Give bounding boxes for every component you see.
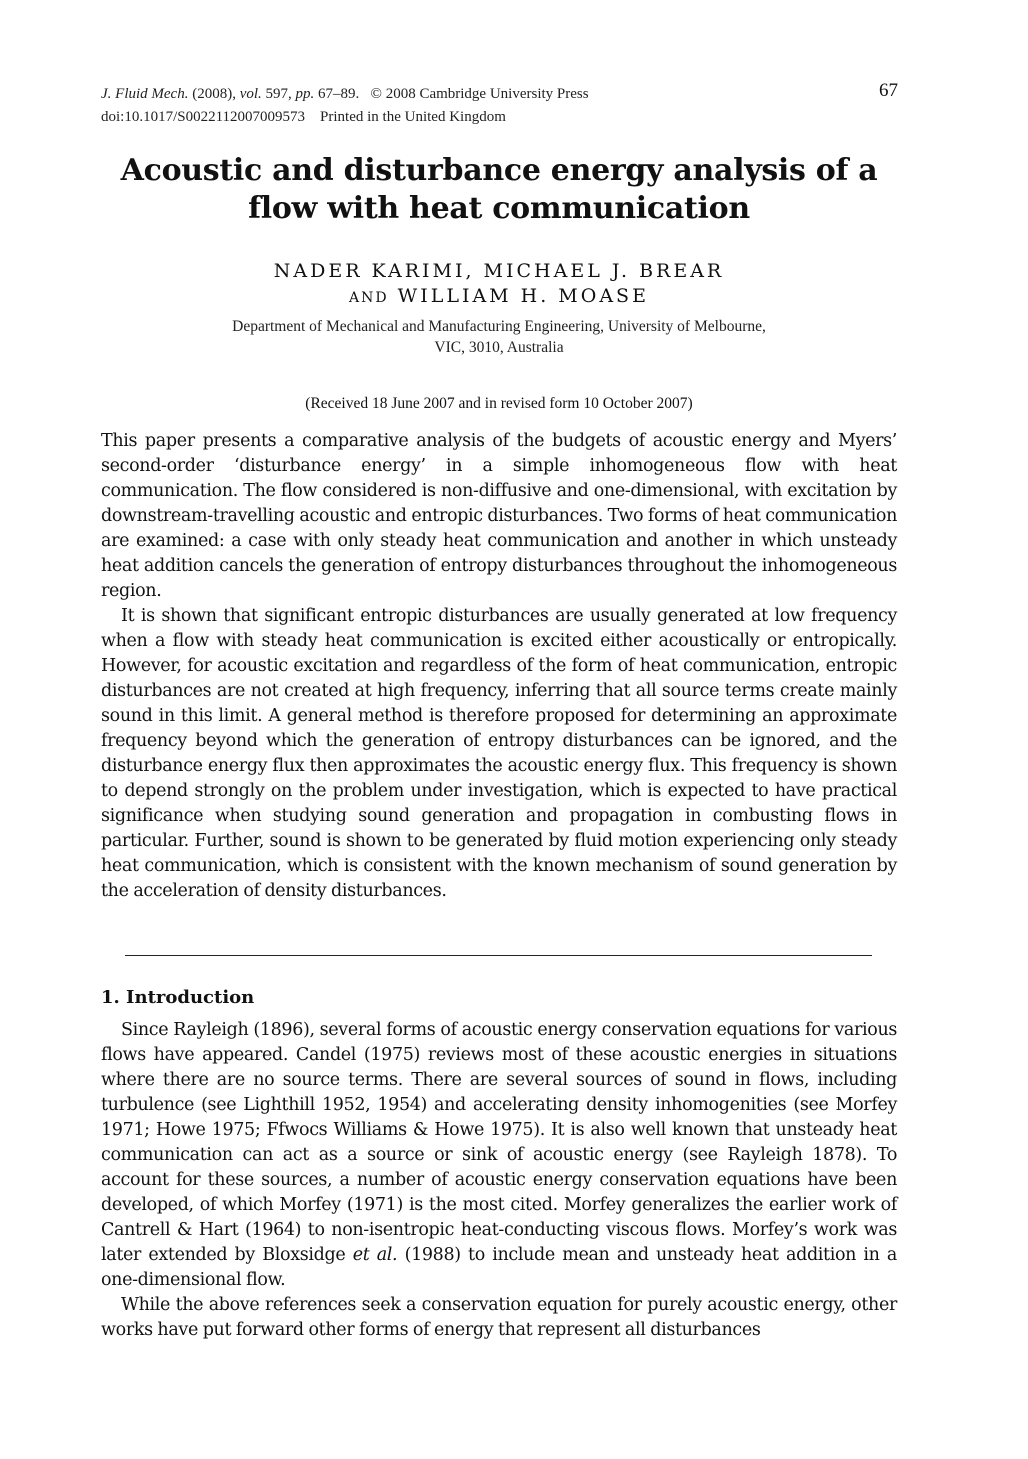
authors-and: AND (349, 290, 389, 306)
affiliation-line-1: Department of Mechanical and Manufacturing Engineering, University of Melbourne, (232, 318, 766, 335)
affiliation-line-2: VIC, 3010, Australia (434, 339, 564, 356)
printed-notice: Printed in the United Kingdom (320, 109, 506, 125)
page-range: 67–89. (318, 86, 360, 102)
journal-year: (2008), (192, 86, 236, 102)
page-number: 67 (879, 80, 898, 101)
journal-citation (101, 83, 589, 105)
title-line-1: Acoustic and disturbance energy analysis of a (120, 153, 878, 188)
section-heading: 1. Introduction (101, 987, 255, 1008)
abstract (101, 429, 897, 904)
abstract-paragraph-1: This paper presents a comparative analysis of the budgets of acoustic energy and Myers’ second-order ‘disturbance energy’ in a simple inhomogeneous flow with heat communication. The flow considered is non-diffusive and one-dimensional, with excitation by downstream-travelling acoustic and entropic disturbances. Two forms of heat communication are examined: a case with only steady heat communication and another in which unsteady heat addition cancels the generation of entropy disturbances throughout the inhomogeneous region. (101, 431, 897, 601)
paper-title (90, 152, 908, 228)
abstract-divider (125, 955, 872, 956)
abstract-paragraph-2: It is shown that significant entropic disturbances are usually generated at low frequency when a flow with steady heat communication is excited either acoustically or entropically. However, for acoustic excitation and regardless of the form of heat communication, entropic disturbances are not created at high frequency, inferring that all source terms create mainly sound in this limit. A general method is therefore proposed for determining an approximate frequency beyond which the generation of entropy disturbances can be ignored, and the disturbance energy flux then approximates the acoustic energy flux. This frequency is shown to depend strongly on the problem under investigation, which is expected to have practical significance when studying sound generation and propagation in combusting flows in particular. Further, sound is shown to be generated by fluid motion experiencing only steady heat communication, which is consistent with the known mechanism of sound generation by the acceleration of density disturbances. (101, 606, 897, 901)
doi: doi:10.1017/S0022112007009573 (101, 109, 306, 125)
intro-paragraph-1-text-a: Since Rayleigh (1896), several forms of acoustic energy conservation equations for various flows have appeared. Candel (1975) reviews most of these acoustic energies in situations where there are no source terms. There are several sources of sound in flows, including turbulence (see Lighthill 1952, 1954) and accelerating density inhomogenities (see Morfey 1971; Howe 1975; Ffwocs Williams & Howe 1975). It is also well known that unsteady heat communication can act as a source or sink of acoustic energy (see Rayleigh 1878). To account for these sources, a number of acoustic energy conservation equations have been developed, of which Morfey (1971) is the most cited. Morfey generalizes the earlier work of Cantrell & Hart (1964) to non-isentropic heat-conducting viscous flows. Morfey’s work was later extended by Bloxsidge (101, 1020, 897, 1265)
journal-name: J. Fluid Mech. (101, 86, 189, 102)
doi-line (101, 106, 506, 128)
received-dates: (Received 18 June 2007 and in revised form 10 October 2007) (305, 395, 693, 412)
authors-line-2 (90, 283, 908, 311)
volume-number: 597, (265, 86, 292, 102)
introduction-body (101, 1018, 897, 1343)
title-line-2: flow with heat communication (248, 191, 750, 226)
author-moase: WILLIAM H. MOASE (397, 285, 649, 307)
authors-line-1: NADER KARIMI, MICHAEL J. BREAR (273, 260, 725, 282)
et-al: et al. (352, 1245, 398, 1265)
copyright-notice: © 2008 Cambridge University Press (370, 86, 589, 102)
intro-paragraph-1-text-b: (1988) to include mean and unsteady heat addition in a one-dimensional flow. (101, 1245, 898, 1290)
volume-label: vol. (239, 86, 262, 102)
intro-paragraph-1 (101, 1018, 897, 1293)
intro-paragraph-2: While the above references seek a conservation equation for purely acoustic energy, other works have put forward other forms of energy that represent all disturbances (101, 1295, 897, 1340)
pages-label: pp. (295, 86, 315, 102)
